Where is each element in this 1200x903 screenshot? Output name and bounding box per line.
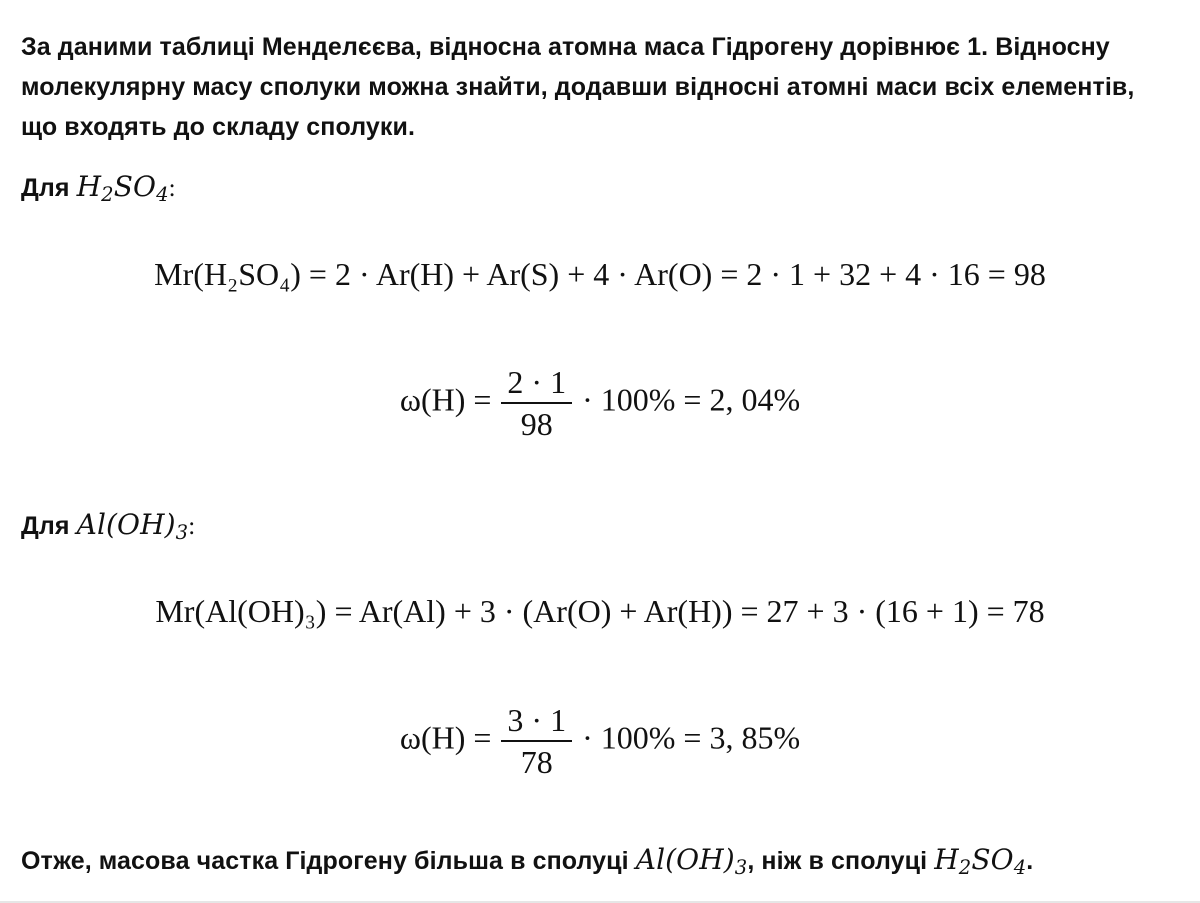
intro-paragraph (21, 27, 1191, 147)
compound-formula: $Al(OH)_3$ (76, 508, 189, 544)
section-label: Для (21, 512, 70, 540)
mr-equation: Mr(Al(OH)₃) = Ar(Al) + 3 · (Ar(O) + Ar(H)) = 27 + 3 · (16 + 1) = 78 (155, 593, 1045, 629)
fraction (501, 362, 572, 444)
mass-fraction-equation (0, 700, 1200, 782)
section1-heading (21, 167, 1191, 209)
compound-formula: $Al(OH)_3$ (635, 843, 748, 879)
intro-line: що входять до складу сполуки. (21, 113, 416, 141)
conclusion-paragraph (21, 840, 1191, 881)
fraction (501, 700, 572, 782)
conclusion-text: Отже, масова частка Гідрогену більша в сполуці (21, 847, 629, 875)
intro-line: молекулярну масу сполуки можна знайти, додавши відносні атомні маси всіх елементів, (21, 73, 1135, 101)
fraction-denominator: 78 (520, 744, 553, 780)
omega-lhs: ω(H) = (399, 381, 492, 418)
fraction-numerator: 2 · 1 (501, 362, 572, 404)
conclusion-text: . (1026, 847, 1034, 875)
fraction-denominator: 98 (520, 406, 553, 442)
mr-equation: Mr(H₂SO₄) = 2 · Ar(H) + Ar(S) + 4 · Ar(O) = 2 · 1 + 32 + 4 · 16 = 98 (154, 256, 1046, 292)
compound-formula: $H_2SO_4$ (76, 170, 169, 206)
section-label: Для (21, 174, 70, 202)
conclusion-text: , ніж в сполуці (747, 847, 928, 875)
colon: : (168, 175, 176, 202)
omega-lhs: ω(H) = (399, 719, 492, 756)
omega-rhs: · 100% = 3, 85% (582, 719, 801, 756)
colon: : (188, 513, 196, 540)
mass-fraction-equation (0, 362, 1200, 444)
omega-rhs: · 100% = 2, 04% (582, 381, 801, 418)
compound-formula: $H_2SO_4$ (934, 843, 1027, 879)
fraction-numerator: 3 · 1 (501, 700, 572, 742)
intro-line: За даними таблиці Менделєєва, відносна атомна маса Гідрогену дорівнює 1. Відносну (21, 33, 1110, 61)
section2-heading (21, 505, 1191, 547)
